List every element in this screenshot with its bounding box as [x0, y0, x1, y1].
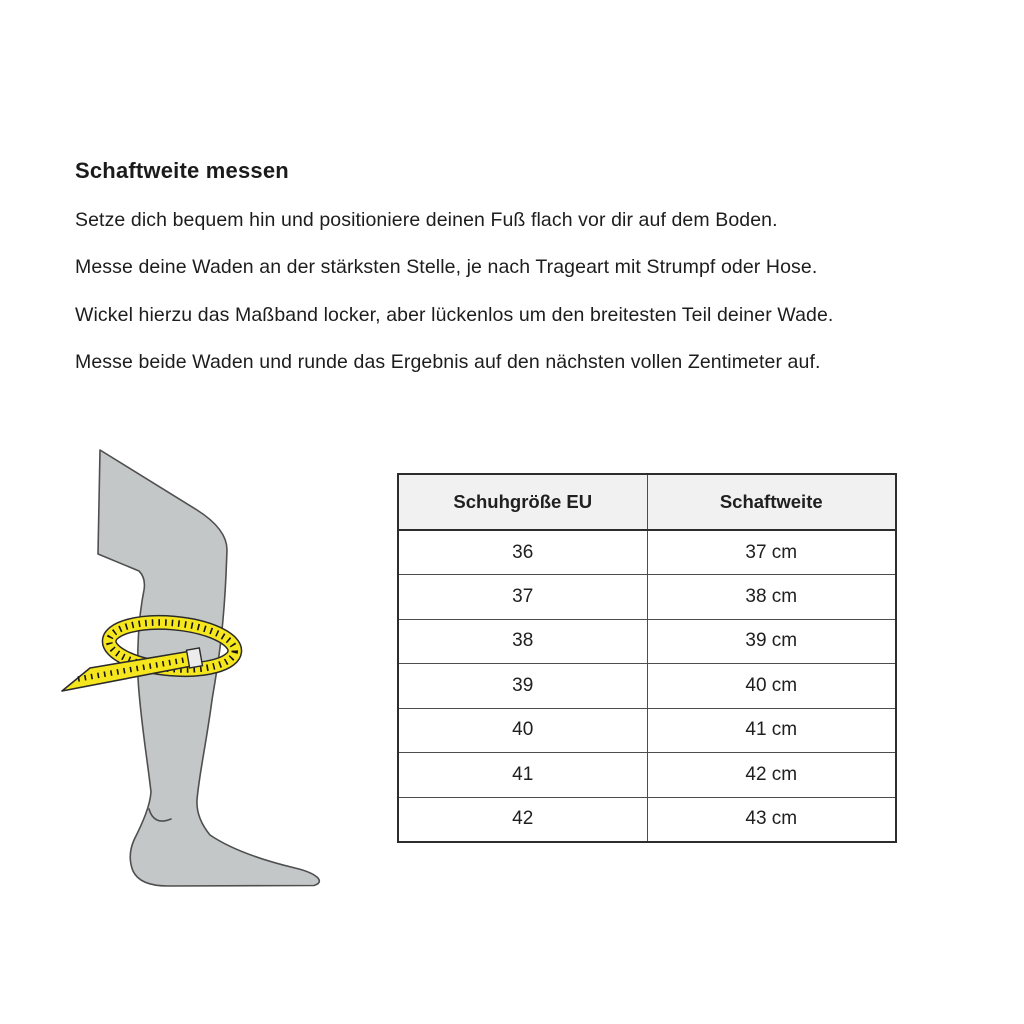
shoe-size-cell: 38 [398, 619, 647, 664]
column-header-shoe-size: Schuhgröße EU [398, 474, 647, 530]
shoe-size-cell: 37 [398, 575, 647, 620]
shoe-size-cell: 39 [398, 664, 647, 709]
shoe-size-cell: 40 [398, 708, 647, 753]
shaft-width-cell: 43 cm [647, 797, 896, 842]
table-row [398, 575, 896, 620]
header-row [398, 474, 896, 530]
instruction-line-1: Setze dich bequem hin und positioniere deinen Fuß flach vor dir auf dem Boden. [75, 209, 778, 231]
shaft-width-cell: 41 cm [647, 708, 896, 753]
page-title: Schaftweite messen [75, 158, 289, 183]
table-row [398, 619, 896, 664]
table-row [398, 664, 896, 709]
table-row [398, 797, 896, 842]
leg-measurement-illustration [40, 440, 340, 900]
size-table-body [398, 530, 896, 842]
shoe-size-cell: 42 [398, 797, 647, 842]
table-row [398, 530, 896, 575]
shaft-width-cell: 38 cm [647, 575, 896, 620]
shaft-width-cell: 42 cm [647, 753, 896, 798]
instruction-line-2: Messe deine Waden an der stärksten Stelle, je nach Trageart mit Strumpf oder Hose. [75, 256, 818, 278]
shaft-width-cell: 37 cm [647, 530, 896, 575]
column-header-shaft-width: Schaftweite [647, 474, 896, 530]
shaft-width-cell: 40 cm [647, 664, 896, 709]
instruction-line-4: Messe beide Waden und runde das Ergebnis auf den nächsten vollen Zentimeter auf. [75, 351, 821, 373]
size-table-header [398, 474, 896, 530]
table-row [398, 753, 896, 798]
shaft-width-cell: 39 cm [647, 619, 896, 664]
size-table [397, 473, 897, 843]
tape-buckle [187, 648, 203, 668]
shoe-size-cell: 41 [398, 753, 647, 798]
table-row [398, 708, 896, 753]
instruction-line-3: Wickel hierzu das Maßband locker, aber lückenlos um den breitesten Teil deiner Wade. [75, 304, 834, 326]
shoe-size-cell: 36 [398, 530, 647, 575]
